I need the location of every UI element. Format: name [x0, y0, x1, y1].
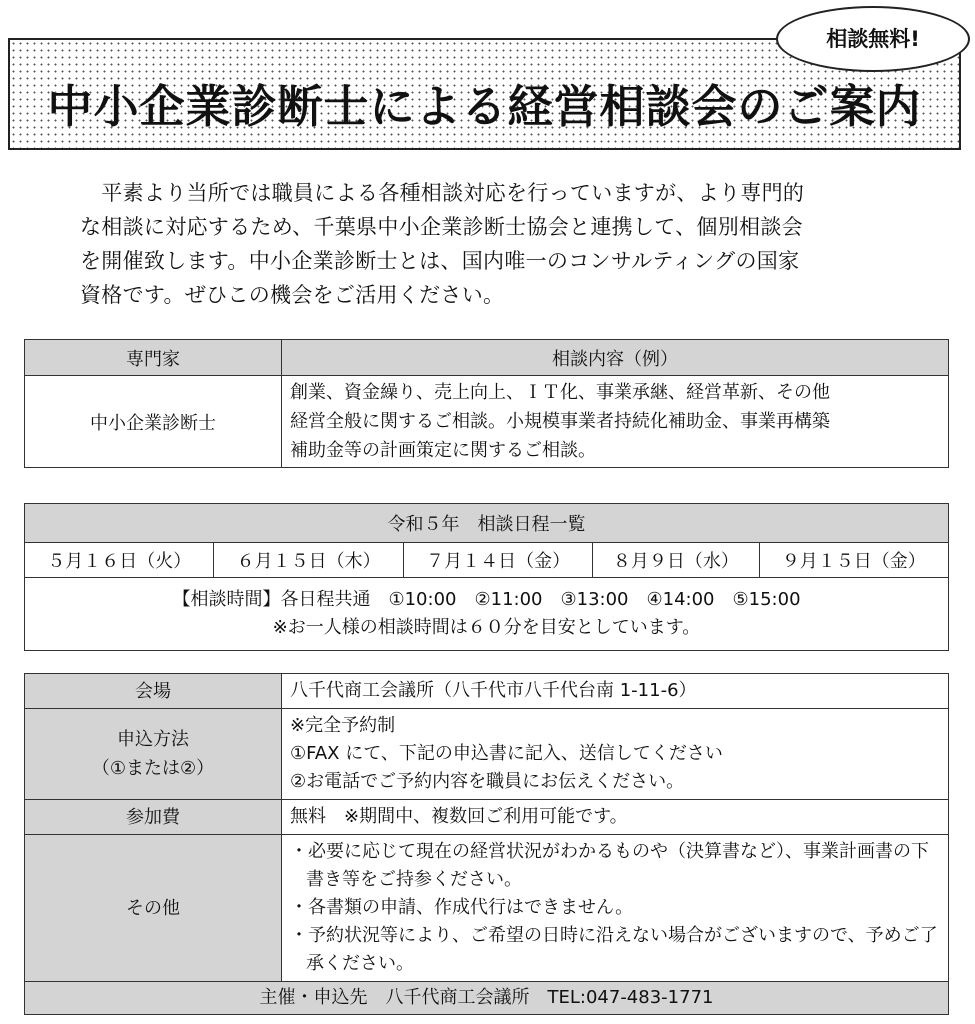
schedule-date: ７月１４日（金）	[403, 543, 592, 578]
schedule-title: 令和５年 相談日程一覧	[25, 504, 949, 543]
info-table	[24, 673, 949, 1015]
other-label: その他	[25, 835, 282, 982]
consultation-times	[25, 578, 949, 651]
header-content: 相談内容（例）	[282, 340, 949, 376]
apply-line: ②お電話でご予約内容を職員にお伝えください。	[290, 771, 685, 792]
schedule-date: ６月１５日（木）	[214, 543, 403, 578]
consultation-content	[282, 376, 949, 468]
apply-line: ①FAX にて、下記の申込書に記入、送信してください	[290, 743, 723, 764]
other-item: ・予約状況等により、ご希望の日時に沿えない場合がございますので、予めご了承ください。	[290, 925, 938, 974]
expert-table	[24, 339, 949, 468]
intro-text	[80, 176, 925, 312]
fee-value: 無料 ※期間中、複数回ご利用可能です。	[282, 800, 949, 835]
intro-line: 平素より当所では職員による各種相談対応を行っていますが、より専門的	[80, 181, 805, 205]
content-line: 補助金等の計画策定に関するご相談。	[290, 440, 596, 461]
fee-label: 参加費	[25, 800, 282, 835]
times-note: ※お一人様の相談時間は６０分を目安としています。	[272, 617, 701, 638]
page-title: 中小企業診断士による経営相談会のご案内	[47, 80, 922, 133]
other-item: ・各書類の申請、作成代行はできません。	[290, 897, 634, 918]
content-line: 経営全般に関するご相談。小規模事業者持続化補助金、事業再構築	[290, 411, 830, 432]
schedule-date: ８月９日（水）	[593, 543, 759, 578]
expert-name: 中小企業診断士	[25, 376, 282, 468]
intro-line: を開催致します。中小企業診断士とは、国内唯一のコンサルティングの国家	[80, 249, 800, 273]
intro-line: 資格です。ぜひこの機会をご活用ください。	[80, 283, 505, 307]
apply-label-line: 申込方法	[117, 729, 189, 750]
intro-line: な相談に対応するため、千葉県中小企業診断士協会と連携して、個別相談会	[80, 215, 803, 239]
venue-label: 会場	[25, 674, 282, 709]
other-notes	[282, 835, 949, 982]
other-item: ・必要に応じて現在の経営状況がわかるものや（決算書など）、事業計画書の下書き等をご持参ください。	[290, 841, 929, 890]
schedule-date: ５月１６日（火）	[25, 543, 214, 578]
apply-line: ※完全予約制	[290, 715, 396, 736]
apply-method	[282, 709, 949, 800]
times-line: 【相談時間】各日程共通 ①10:00 ②11:00 ③13:00 ④14:00 ⑤15:00	[172, 589, 801, 610]
content-line: 創業、資金繰り、売上向上、ＩＴ化、事業承継、経営革新、その他	[290, 382, 830, 403]
header-expert: 専門家	[25, 340, 282, 376]
venue-value: 八千代商工会議所（八千代市八千代台南 1-11-6）	[282, 674, 949, 709]
schedule-table	[24, 503, 949, 651]
apply-label-line: （①または②）	[91, 758, 215, 779]
organizer-footer: 主催・申込先 八千代商工会議所 TEL:047-483-1771	[25, 982, 949, 1015]
free-consultation-badge: 相談無料!	[776, 6, 970, 72]
apply-label	[25, 709, 282, 800]
schedule-date: ９月１５日（金）	[759, 543, 948, 578]
